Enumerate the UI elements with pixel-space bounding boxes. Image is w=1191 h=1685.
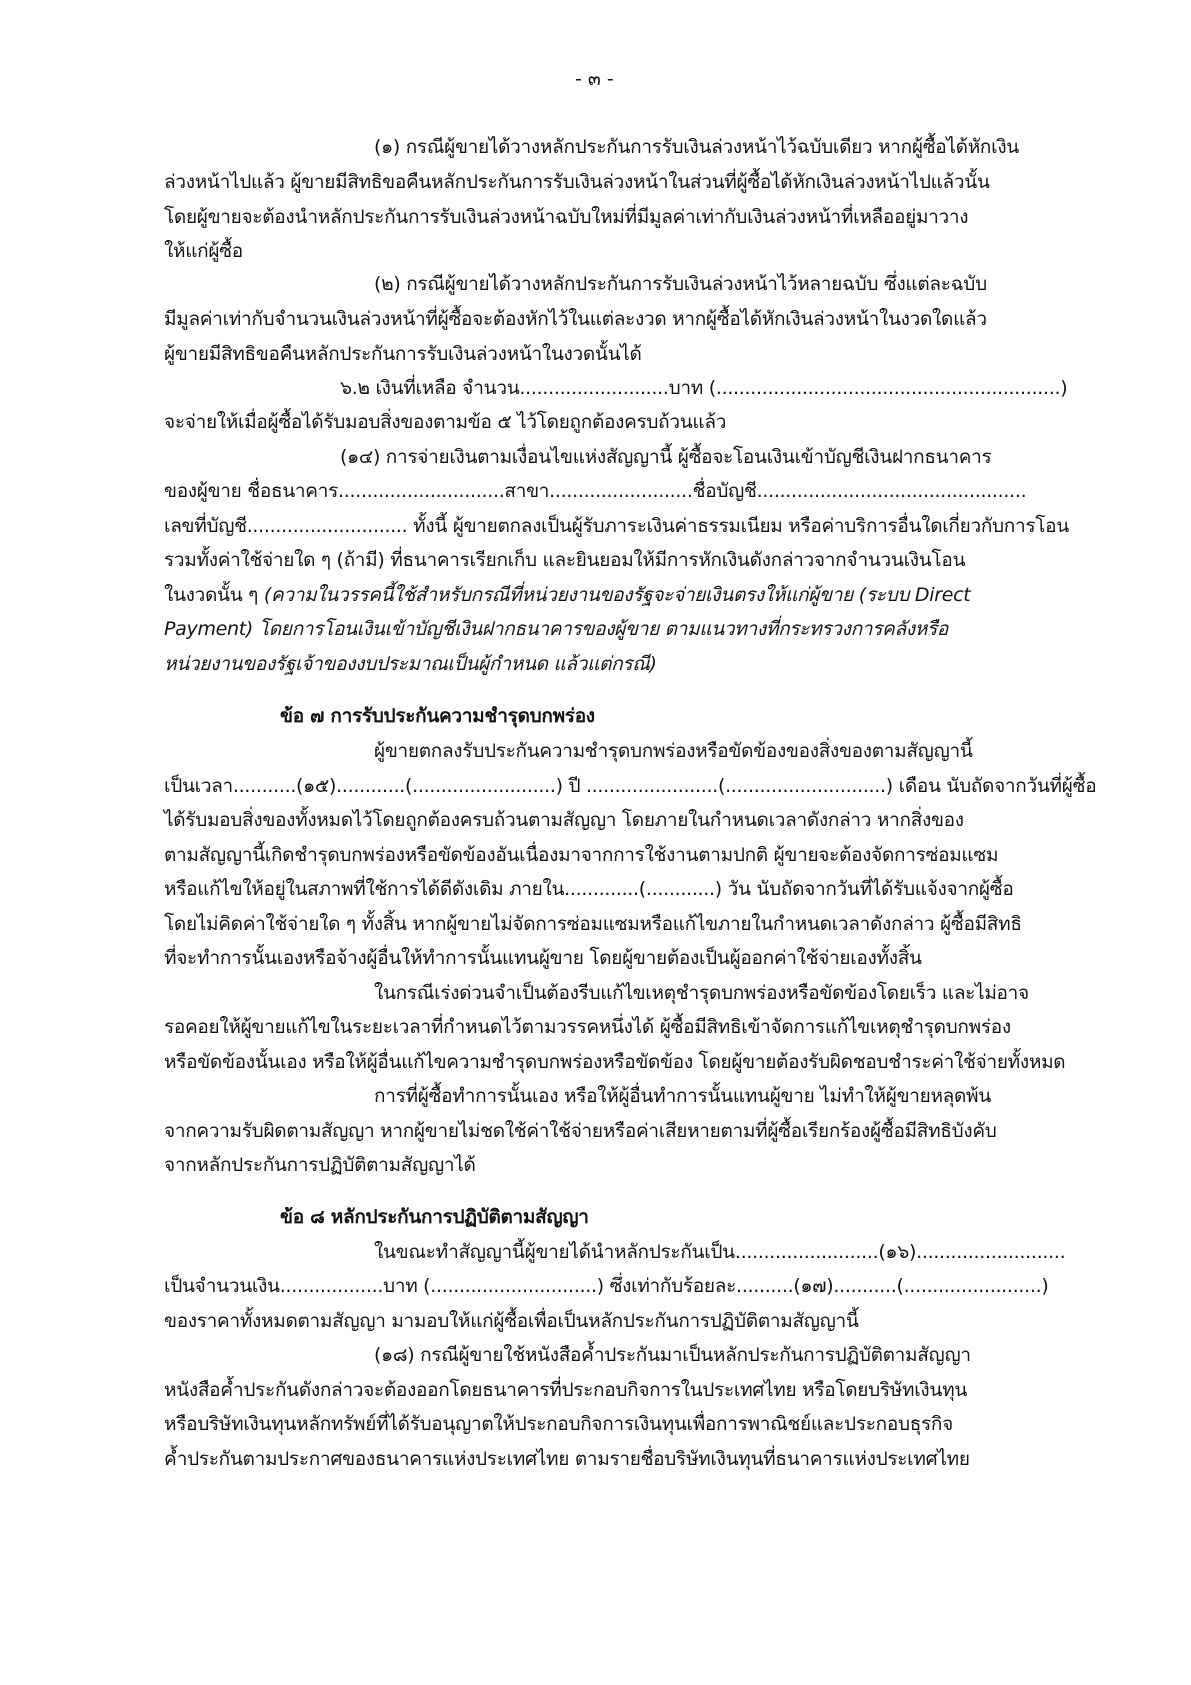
text-line: (๑) กรณีผู้ขายได้วางหลักประกันการรับเงินล่วงหน้าไว้ฉบับเดียว หากผู้ซื้อได้หักเงิน	[374, 136, 1019, 158]
text-line: เป็นจำนวนเงิน..................บาท (.............................) ซึ่งเท่ากับร้อยละ..........(๑๗)...........(........................)	[164, 1275, 1049, 1297]
text-line: ของราคาทั้งหมดตามสัญญา มามอบให้แก่ผู้ซื้อเพื่อเป็นหลักประกันการปฏิบัติตามสัญญานี้	[164, 1310, 859, 1332]
text-line	[164, 581, 970, 609]
text-line: ให้แก่ผู้ซื้อ	[164, 240, 243, 262]
italic-note-line: หน่วยงานของรัฐเจ้าของงบประมาณเป็นผู้กำหนด แล้วแต่กรณี)	[164, 653, 657, 675]
italic-note: (ความในวรรคนี้ใช้สำหรับกรณีที่หน่วยงานของรัฐจะจ่ายเงินตรงให้แก่ผู้ขาย (ระบบ Direct	[263, 584, 971, 606]
text-line: เลขที่บัญชี............................ ทั้งนี้ ผู้ขายตกลงเป็นผู้รับภาระเงินค่าธรรมเนียม หรือค่าบริการอื่นใดเกี่ยวกับการโอน	[164, 515, 1069, 537]
page-number: - ๓ -	[575, 68, 614, 90]
text-line: ได้รับมอบสิ่งของทั้งหมดไว้โดยถูกต้องครบถ้วนตามสัญญา โดยภายในกำหนดเวลาดังกล่าว หากสิ่งของ	[164, 809, 964, 831]
text-line: โดยผู้ขายจะต้องนำหลักประกันการรับเงินล่วงหน้าฉบับใหม่ที่มีมูลค่าเท่ากับเงินล่วงหน้าที่เหลืออยู่มาวาง	[164, 206, 969, 228]
text-line: หรือบริษัทเงินทุนหลักทรัพย์ที่ได้รับอนุญาตให้ประกอบกิจการเงินทุนเพื่อการพาณิชย์และประกอบธุรกิจ	[164, 1413, 953, 1435]
text-line: ที่จะทำการนั้นเองหรือจ้างผู้อื่นให้ทำการนั้นแทนผู้ขาย โดยผู้ขายต้องเป็นผู้ออกค่าใช้จ่ายเองทั้งสิ้น	[164, 947, 922, 969]
text-line: ในกรณีเร่งด่วนจำเป็นต้องรีบแก้ไขเหตุชำรุดบกพร่องหรือขัดข้องโดยเร็ว และไม่อาจ	[374, 982, 1029, 1004]
text-line: (๑๘) กรณีผู้ขายใช้หนังสือค้ำประกันมาเป็นหลักประกันการปฏิบัติตามสัญญา	[374, 1344, 971, 1366]
text-line: ในขณะทำสัญญานี้ผู้ขายได้นำหลักประกันเป็น.........................(๑๖)..........................	[374, 1241, 1066, 1263]
text-line: จากความรับผิดตามสัญญา หากผู้ขายไม่ชดใช้ค่าใช้จ่ายหรือค่าเสียหายตามที่ผู้ซื้อเรียกร้องผู้ซื้อมีสิทธิบังคับ	[164, 1120, 997, 1142]
text-line: ค้ำประกันตามประกาศของธนาคารแห่งประเทศไทย ตามรายชื่อบริษัทเงินทุนที่ธนาคารแห่งประเทศไทย	[164, 1448, 970, 1470]
text-line: หรือแก้ไขให้อยู่ในสภาพที่ใช้การได้ดีดังเดิม ภายใน.............(............) วัน นับถัดจากวันที่ได้รับแจ้งจากผู้ซื้อ	[164, 878, 1014, 900]
text-line: เป็นเวลา...........(๑๕)............(.........................) ปี .......................(............................) เดือน นับถัดจากวันที่ผู้ซื้อ	[164, 775, 1097, 797]
text-line: ๖.๒ เงินที่เหลือ จำนวน..........................บาท (............................................................)	[340, 377, 1068, 399]
text-line: ตามสัญญานี้เกิดชำรุดบกพร่องหรือขัดข้องอันเนื่องมาจากการใช้งานตามปกติ ผู้ขายจะต้องจัดการซ่อมแซม	[164, 844, 999, 866]
italic-note-line: Payment) โดยการโอนเงินเข้าบัญชีเงินฝากธนาคารของผู้ขาย ตามแนวทางที่กระทรวงการคลังหรือ	[164, 618, 949, 640]
text-line: รอคอยให้ผู้ขายแก้ไขในระยะเวลาที่กำหนดไว้ตามวรรคหนึ่งได้ ผู้ซื้อมีสิทธิเข้าจัดการแก้ไขเหตุชำรุดบกพร่อง	[164, 1016, 1011, 1038]
text-line: การที่ผู้ซื้อทำการนั้นเอง หรือให้ผู้อื่นทำการนั้นแทนผู้ขาย ไม่ทำให้ผู้ขายหลุดพ้น	[374, 1085, 991, 1107]
section-heading-8: ข้อ ๘ หลักประกันการปฏิบัติตามสัญญา	[280, 1206, 589, 1228]
text-span: ในงวดนั้น ๆ	[164, 584, 264, 606]
text-line: ผู้ขายมีสิทธิขอคืนหลักประกันการรับเงินล่วงหน้าในงวดนั้นได้	[164, 343, 642, 365]
text-line: จากหลักประกันการปฏิบัติตามสัญญาได้	[164, 1154, 476, 1176]
text-line: ผู้ขายตกลงรับประกันความชำรุดบกพร่องหรือขัดข้องของสิ่งของตามสัญญานี้	[374, 740, 973, 762]
text-line: โดยไม่คิดค่าใช้จ่ายใด ๆ ทั้งสิ้น หากผู้ขายไม่จัดการซ่อมแซมหรือแก้ไขภายในกำหนดเวลาดังกล่าว ผู้ซื้อมีสิทธิ	[164, 913, 1022, 935]
text-line: จะจ่ายให้เมื่อผู้ซื้อได้รับมอบสิ่งของตามข้อ ๕ ไว้โดยถูกต้องครบถ้วนแล้ว	[164, 411, 727, 433]
text-line: หนังสือค้ำประกันดังกล่าวจะต้องออกโดยธนาคารที่ประกอบกิจการในประเทศไทย หรือโดยบริษัทเงินทุน	[164, 1379, 968, 1401]
text-line: ล่วงหน้าไปแล้ว ผู้ขายมีสิทธิขอคืนหลักประกันการรับเงินล่วงหน้าในส่วนที่ผู้ซื้อได้หักเงินล่วงหน้าไปแล้วนั้น	[164, 171, 990, 193]
text-line: ของผู้ขาย ชื่อธนาคาร.............................สาขา.........................ชื่อบัญชี...............................................	[164, 480, 1027, 502]
section-heading-7: ข้อ ๗ การรับประกันความชำรุดบกพร่อง	[280, 705, 595, 727]
text-line: (๑๔) การจ่ายเงินตามเงื่อนไขแห่งสัญญานี้ ผู้ซื้อจะโอนเงินเข้าบัญชีเงินฝากธนาคาร	[340, 446, 992, 468]
text-line: รวมทั้งค่าใช้จ่ายใด ๆ (ถ้ามี) ที่ธนาคารเรียกเก็บ และยินยอมให้มีการหักเงินดังกล่าวจากจำนวนเงินโอน	[164, 549, 966, 571]
text-line: หรือขัดข้องนั้นเอง หรือให้ผู้อื่นแก้ไขความชำรุดบกพร่องหรือขัดข้อง โดยผู้ขายต้องรับผิดชอบชำระค่าใช้จ่ายทั้งหมด	[164, 1051, 1066, 1073]
text-line: มีมูลค่าเท่ากับจำนวนเงินล่วงหน้าที่ผู้ซื้อจะต้องหักไว้ในแต่ละงวด หากผู้ซื้อได้หักเงินล่วงหน้าในงวดใดแล้ว	[164, 308, 987, 330]
text-line: (๒) กรณีผู้ขายได้วางหลักประกันการรับเงินล่วงหน้าไว้หลายฉบับ ซึ่งแต่ละฉบับ	[374, 273, 987, 295]
